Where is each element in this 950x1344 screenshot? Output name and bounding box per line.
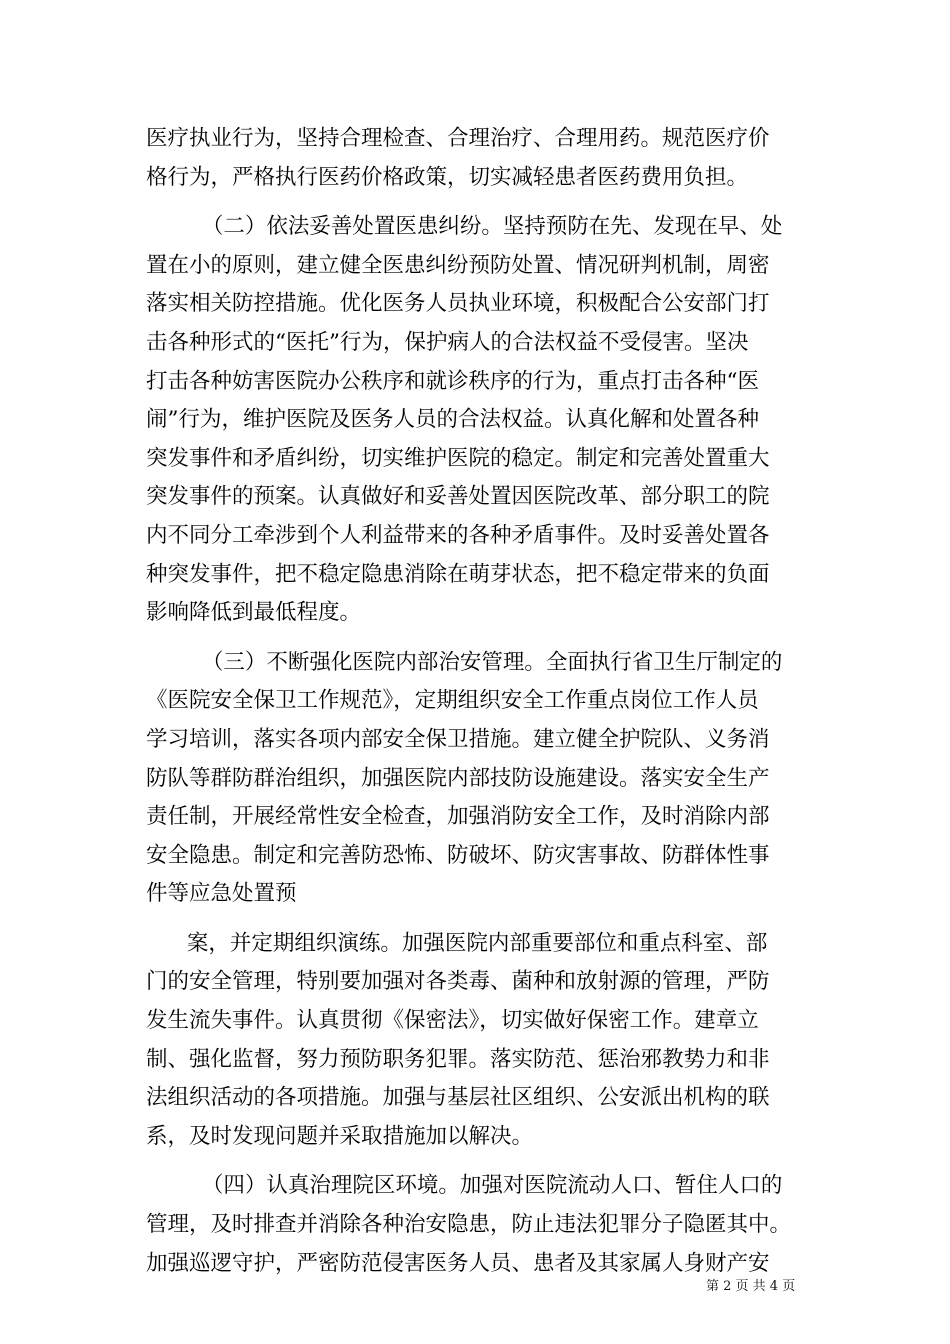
text-line: 加强巡逻守护，严密防范侵害医务人员、患者及其家属人身财产安 bbox=[146, 1250, 770, 1276]
text-line: 件等应急处置预 bbox=[146, 881, 297, 907]
text-line: 安全隐患。制定和完善防恐怖、防破坏、防灾害事故、防群体性事 bbox=[146, 842, 770, 868]
text-line: 法组织活动的各项措施。加强与基层社区组织、公安派出机构的联 bbox=[146, 1085, 770, 1111]
text-line: 种突发事件，把不稳定隐患消除在萌芽状态，把不稳定带来的负面 bbox=[146, 561, 770, 587]
paragraph-section-three-continued bbox=[146, 925, 814, 1157]
text-line: 格行为，严格执行医药价格政策，切实减轻患者医药费用负担。 bbox=[146, 164, 749, 190]
text-line: 发生流失事件。认真贯彻《保密法》，切实做好保密工作。建章立 bbox=[146, 1008, 759, 1034]
text-line: （二）依法妥善处置医患纠纷。坚持预防在先、发现在早、处 bbox=[201, 214, 783, 240]
page-number: 第 2 页 共 4 页 bbox=[706, 1279, 796, 1294]
text-line: 门的安全管理，特别要加强对各类毒、菌种和放射源的管理，严防 bbox=[146, 969, 770, 995]
text-line: 防队等群防群治组织，加强医院内部技防设施建设。落实安全生产 bbox=[146, 765, 770, 791]
paragraph-medical-practice bbox=[146, 120, 814, 197]
text-line: 击各种形式的“医托”行为，保护病人的合法权益不受侵害。坚决 bbox=[146, 329, 749, 355]
text-line: 医疗执业行为，坚持合理检查、合理治疗、合理用药。规范医疗价 bbox=[146, 126, 770, 151]
text-line: （四）认真治理院区环境。加强对医院流动人口、暂住人口的 bbox=[201, 1173, 783, 1199]
text-line: 突发事件的预案。认真做好和妥善处置因医院改革、部分职工的院 bbox=[146, 484, 770, 510]
document-body bbox=[146, 120, 814, 1283]
text-line: 突发事件和矛盾纠纷，切实维护医院的稳定。制定和完善处置重大 bbox=[146, 445, 770, 471]
paragraph-section-four bbox=[146, 1167, 814, 1283]
text-line: 学习培训，落实各项内部安全保卫措施。建立健全护院队、义务消 bbox=[146, 726, 770, 752]
text-line: 《医院安全保卫工作规范》，定期组织安全工作重点岗位工作人员 bbox=[146, 688, 759, 714]
text-line: （三）不断强化医院内部治安管理。全面执行省卫生厅制定的 bbox=[201, 649, 783, 675]
text-line: 管理，及时排查并消除各种治安隐患，防止违法犯罪分子隐匿其中。 bbox=[146, 1212, 792, 1238]
paragraph-section-three bbox=[146, 644, 814, 914]
text-line: 系，及时发现问题并采取措施加以解决。 bbox=[146, 1123, 534, 1149]
text-line: 内不同分工牵涉到个人利益带来的各种矛盾事件。及时妥善处置各 bbox=[146, 522, 770, 548]
paragraph-section-two bbox=[146, 208, 814, 633]
text-line: 案，并定期组织演练。加强医院内部重要部位和重点科室、部 bbox=[186, 930, 768, 956]
text-line: 制、强化监督，努力预防职务犯罪。落实防范、惩治邪教势力和非 bbox=[146, 1046, 770, 1072]
text-line: 置在小的原则，建立健全医患纠纷预防处置、情况研判机制，周密 bbox=[146, 252, 770, 278]
text-line: 打击各种妨害医院办公秩序和就诊秩序的行为，重点打击各种“医 bbox=[146, 368, 759, 394]
text-line: 闹”行为，维护医院及医务人员的合法权益。认真化解和处置各种 bbox=[146, 407, 759, 433]
text-line: 落实相关防控措施。优化医务人员执业环境，积极配合公安部门打 bbox=[146, 291, 770, 317]
text-line: 责任制，开展经常性安全检查，加强消防安全工作，及时消除内部 bbox=[146, 804, 770, 830]
text-line: 影响降低到最低程度。 bbox=[146, 600, 362, 626]
